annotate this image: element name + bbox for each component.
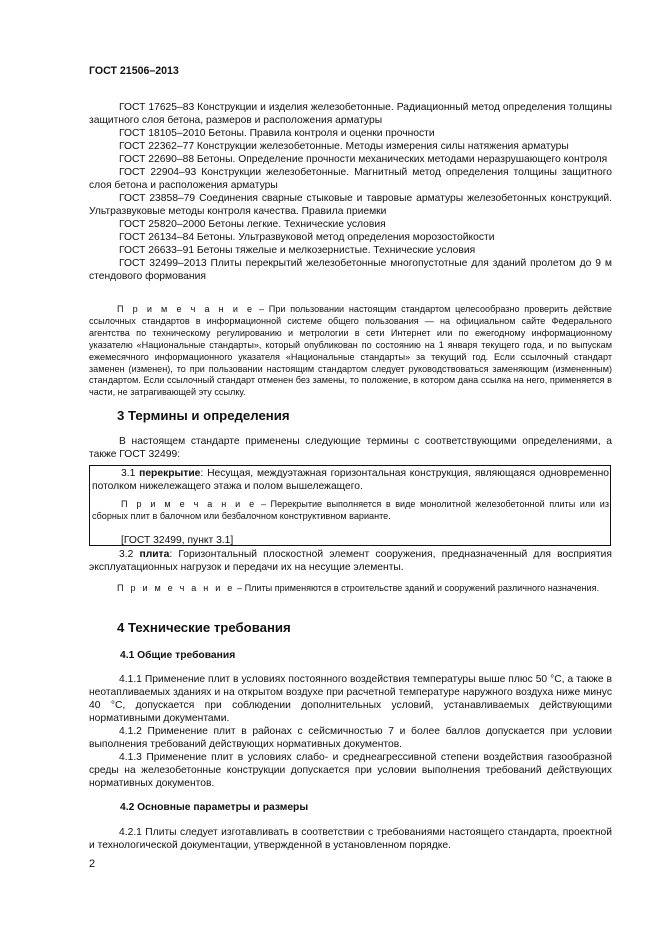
document-header: ГОСТ 21506–2013 bbox=[89, 65, 179, 77]
reference-item: ГОСТ 32499–2013 Плиты перекрытий железобетонные многопустотные для зданий пролетом до 9 м стендового формования bbox=[89, 258, 612, 282]
reference-item: ГОСТ 18105–2010 Бетоны. Правила контроля и оценки прочности bbox=[119, 128, 435, 139]
paragraph-4-2-1: 4.2.1 Плиты следует изготавливать в соответствии с требованиями настоящего стандарта, проектной и технологической документации, утвержденной в установленном порядке. bbox=[89, 827, 612, 851]
section-4-title: 4 Технические требования bbox=[117, 620, 291, 635]
note-text: – Перекрытие выполняется в виде монолитной железобетонной плиты или из сборных плит в балочном или безбалочном конструктивном варианте. bbox=[92, 499, 609, 521]
reference-item: ГОСТ 22362–77 Конструкции железобетонные. Методы измерения силы натяжения арматуры bbox=[119, 141, 569, 152]
paragraph-4-1-2: 4.1.2 Применение плит в районах с сейсмичностью 7 и более баллов допускается при условии выполнения требований действующих нормативных документов. bbox=[89, 726, 612, 750]
term-name: перекрытие bbox=[139, 468, 201, 479]
reference-item: ГОСТ 23858–79 Соединения сварные стыковые и тавровые арматуры железобетонных конструкций. Ультразвуковые методы контроля качества. Правила приемки bbox=[89, 193, 612, 217]
section-3-intro: В настоящем стандарте применены следующие термины с соответствующими определениями, а также ГОСТ 32499: bbox=[89, 436, 612, 460]
paragraph-4-1-1: 4.1.1 Применение плит в условиях постоянного воздействия температуры выше плюс 50 °С, а также в неотапливаемых зданиях и на открытом воздухе при расчетной температуре наружного воздуха ниже минус 40 °С, допускается при соблюдении дополнительных условий, устанавливаемых действующими нормативными документами. bbox=[89, 674, 612, 724]
note-text: – Плиты применяются в строительстве зданий и сооружений различного назначения. bbox=[234, 583, 600, 593]
term-3-1: 3.1 перекрытие: Несущая, междуэтажная горизонтальная конструкция, являющаяся одновременно потолком нижележащего этажа и полом вышележащего. bbox=[92, 468, 609, 492]
term-3-2: 3.2 плита: Горизонтальный плоскостной элемент сооружения, предназначенный для восприятия эксплуатационных нагрузок и передачи их на несущие элементы. bbox=[89, 549, 612, 573]
term-3-2-note bbox=[89, 583, 612, 595]
reference-item: ГОСТ 25820–2000 Бетоны легкие. Технические условия bbox=[119, 219, 386, 230]
reference-item: ГОСТ 22904–93 Конструкции железобетонные. Магнитный метод определения толщины защитного слоя бетона и расположения арматуры bbox=[89, 167, 612, 191]
note-label: П р и м е ч а н и е bbox=[121, 499, 257, 509]
references-list bbox=[89, 101, 612, 283]
reference-item: ГОСТ 22690–88 Бетоны. Определение прочности механических методами неразрушающего контроля bbox=[119, 154, 608, 165]
section-3-title: 3 Термины и определения bbox=[117, 408, 290, 423]
section-4-1-body bbox=[89, 673, 612, 790]
reference-item: ГОСТ 26134–84 Бетоны. Ультразвуковой метод определения морозостойкости bbox=[119, 232, 495, 243]
term-3-1-note bbox=[92, 499, 609, 523]
reference-item: ГОСТ 26633–91 Бетоны тяжелые и мелкозернистые. Технические условия bbox=[119, 245, 476, 256]
subsection-4-2-title: 4.2 Основные параметры и размеры bbox=[120, 802, 309, 813]
paragraph-4-1-3: 4.1.3 Применение плит в условиях слабо- и среднеагрессивной степени воздействия газообразной среды на железобетонные конструкции допускается при условии выполнения требований действующих нормативных документов. bbox=[89, 752, 612, 789]
references-note bbox=[89, 304, 612, 399]
page-number: 2 bbox=[89, 858, 96, 870]
reference-item: ГОСТ 17625–83 Конструкции и изделия железобетонные. Радиационный метод определения толщины защитного слоя бетона, размеров и расположения арматуры bbox=[89, 102, 612, 126]
note-label: П р и м е ч а н и е bbox=[117, 583, 235, 593]
note-label: П р и м е ч а н и е bbox=[117, 304, 255, 314]
section-4-2-body bbox=[89, 826, 612, 852]
term-name: плита bbox=[139, 549, 170, 560]
subsection-4-1-title: 4.1 Общие требования bbox=[120, 650, 236, 661]
term-3-1-source: [ГОСТ 32499, пункт 3.1] bbox=[121, 535, 234, 546]
note-text: – При пользовании настоящим стандартом целесообразно проверить действие ссылочных стандартов в информационной системе общего пользования — на официальном сайте Федерального агентства по техническому регулированию и метрологии в сети Интернет или по ежегодному информационному указателю «Национальные стандарты», который опубликован по состоянию на 1 января текущего года, и по выпускам ежемесячного информационного указателя «Национальные стандарты» за текущий год. Если ссылочный стандарт заменен (изменен), то при пользовании настоящим стандартом следует руководствоваться заменяющим (измененным) стандартом. Если ссылочный стандарт отменен без замены, то положение, в котором дана ссылка на него, применяется в части, не затрагивающей эту ссылку. bbox=[89, 304, 612, 398]
